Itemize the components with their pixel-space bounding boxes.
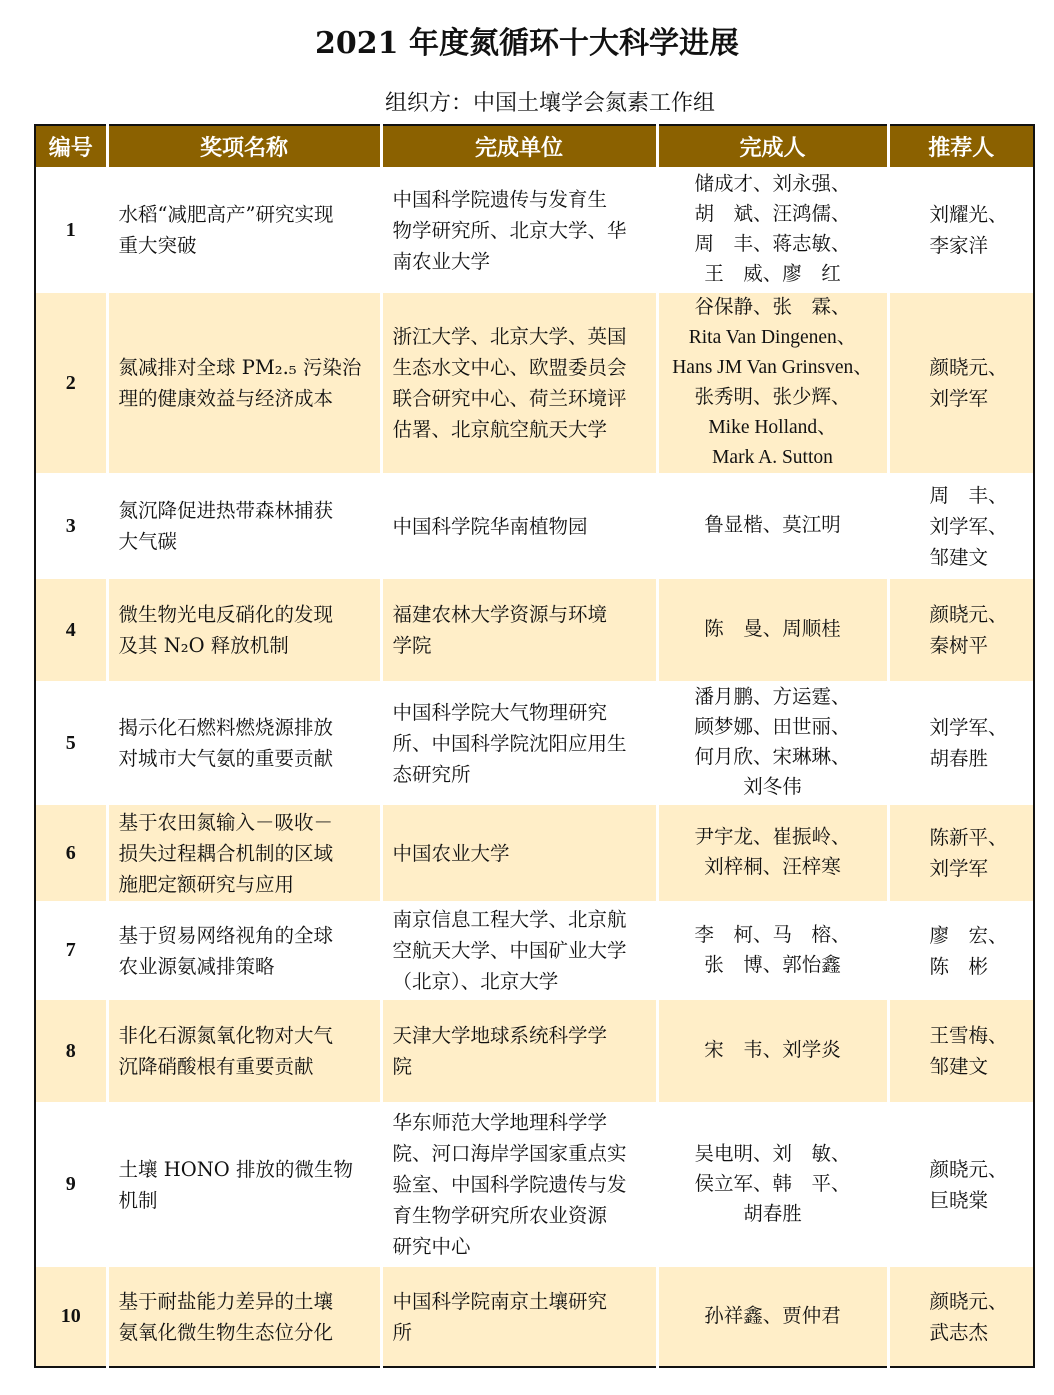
recommenders-line: 巨晓棠 [929, 1188, 989, 1212]
completion-persons [657, 901, 888, 1000]
row-number: 1 [65, 218, 76, 241]
completion-persons-line: 周 丰、蒋志敏、 [694, 234, 851, 255]
completion-persons [657, 1267, 888, 1367]
completion-persons-line: 宋 韦、刘学炎 [704, 1040, 841, 1061]
completion-unit-line: 空航天大学、中国矿业大学 [392, 939, 627, 962]
completion-unit-line: 院、河口海岸学国家重点实 [392, 1142, 627, 1165]
completion-unit [381, 167, 657, 293]
recommenders-line: 刘耀光、 [929, 203, 1008, 226]
completion-persons [657, 293, 888, 473]
completion-unit-line: 南农业大学 [392, 249, 491, 273]
completion-unit-line: 所 [392, 1320, 413, 1344]
row-number: 6 [35, 805, 107, 901]
recommenders-line: 邹建文 [929, 545, 989, 569]
award-name-line: 水稻“减肥高产”研究实现 [118, 203, 334, 226]
completion-unit-line: 估署、北京航空航天大学 [392, 418, 608, 441]
completion-unit-line: （北京）、北京大学 [392, 970, 559, 993]
completion-unit [381, 473, 657, 579]
recommenders-line: 陈新平、 [929, 826, 1008, 849]
completion-unit [381, 805, 657, 901]
completion-unit-line: 物学研究所、北京大学、华 [392, 218, 627, 242]
completion-unit-line: 华东师范大学地理科学学 [392, 1111, 608, 1134]
completion-unit-line: 态研究所 [392, 762, 471, 786]
award-name-line: 氨氧化微生物生态位分化 [118, 1320, 334, 1344]
recommenders [888, 1000, 1034, 1102]
completion-persons-line: Hans JM Van Grinsven、 [672, 357, 873, 378]
completion-unit-line: 所、中国科学院沈阳应用生 [392, 731, 627, 755]
recommenders [888, 167, 1034, 293]
completion-unit [381, 681, 657, 805]
recommenders [888, 579, 1034, 681]
completion-unit [381, 293, 657, 473]
award-name [107, 293, 381, 473]
header-recommenders: 推荐人 [888, 125, 1034, 167]
completion-unit-line: 验室、中国科学院遗传与发 [392, 1173, 627, 1196]
award-name-line: 重大突破 [118, 234, 197, 257]
completion-unit-line: 天津大学地球系统科学学 [392, 1024, 608, 1047]
award-name [107, 805, 381, 901]
recommenders [888, 1102, 1034, 1267]
completion-persons [657, 805, 888, 901]
completion-persons-line: 侯立军、韩 平、 [694, 1173, 851, 1195]
completion-persons-line: 张秀明、张少辉、 [694, 387, 851, 408]
completion-persons-line: 尹宇龙、崔振岭、 [694, 827, 851, 848]
recommenders-line: 胡春胜 [929, 747, 989, 770]
completion-persons-line: 胡春胜 [743, 1203, 802, 1225]
award-name [107, 1267, 381, 1367]
completion-persons-line: 张 博、郭怡鑫 [704, 954, 841, 976]
completion-persons-line: 顾梦娜、田世丽、 [694, 717, 851, 738]
completion-persons [657, 681, 888, 805]
recommenders-line: 周 丰、 [929, 483, 1008, 507]
completion-unit [381, 901, 657, 1000]
award-name-line: 基于农田氮输入－吸收－ [118, 810, 334, 834]
completion-persons-line: 李 柯、马 榕、 [694, 924, 851, 946]
completion-unit-line: 南京信息工程大学、北京航 [392, 908, 627, 931]
completion-unit [381, 1102, 657, 1267]
completion-unit [381, 1000, 657, 1102]
completion-persons [657, 579, 888, 681]
award-name-line: 施肥定额研究与应用 [118, 872, 295, 896]
completion-persons-line: 王 威、廖 红 [704, 264, 841, 285]
award-name-line: 农业源氨减排策略 [118, 954, 275, 978]
table-row [35, 1000, 1034, 1102]
award-name [107, 681, 381, 805]
completion-persons [657, 1102, 888, 1267]
table-row [35, 579, 1034, 681]
award-name-line: 及其 N₂O 释放机制 [118, 634, 289, 657]
award-name-line: 氮减排对全球 PM₂.₅ 污染治 [118, 356, 362, 379]
completion-persons-line: 储成才、刘永强、 [694, 174, 851, 195]
table-row [35, 901, 1034, 1000]
award-name-line: 基于耐盐能力差异的土壤 [118, 1289, 334, 1313]
header-persons: 完成人 [657, 125, 888, 167]
completion-persons-line: 吴电明、刘 敏、 [694, 1143, 851, 1165]
recommenders-line: 颜晓元、 [929, 1289, 1008, 1313]
table-row [35, 167, 1034, 293]
completion-persons [657, 1000, 888, 1102]
award-name-line: 损失过程耦合机制的区域 [118, 841, 334, 865]
recommenders-line: 李家洋 [929, 234, 989, 257]
completion-unit-line: 院 [392, 1055, 413, 1078]
recommenders-line: 王雪梅、 [929, 1024, 1008, 1047]
completion-persons-line: 陈 曼、周顺桂 [704, 619, 841, 640]
recommenders-line: 颜晓元、 [929, 356, 1008, 379]
row-number: 4 [35, 579, 107, 681]
header-no: 编号 [35, 125, 107, 167]
award-name-line: 机制 [118, 1188, 158, 1212]
completion-unit-line: 育生物学研究所农业资源 [392, 1204, 608, 1227]
row-number: 5 [65, 731, 76, 754]
row-number: 9 [65, 1173, 76, 1195]
completion-unit-line: 福建农林大学资源与环境 [392, 603, 608, 626]
completion-unit-line: 中国科学院华南植物园 [392, 514, 588, 538]
recommenders [888, 805, 1034, 901]
completion-persons-line: 胡 斌、汪鸿儒、 [694, 204, 851, 225]
completion-persons-line: Rita Van Dingenen、 [688, 327, 857, 348]
table-row [35, 805, 1034, 901]
table-row [35, 1267, 1034, 1367]
row-number: 8 [35, 1000, 107, 1102]
recommenders-line: 武志杰 [929, 1320, 989, 1344]
row-number: 2 [35, 293, 107, 473]
award-name-line: 氮沉降促进热带森林捕获 [118, 499, 334, 522]
recommenders-line: 刘学军、 [929, 514, 1008, 538]
award-name [107, 1102, 381, 1267]
completion-unit-line: 学院 [392, 634, 432, 657]
completion-persons-line: 何月欣、宋琳琳、 [694, 747, 851, 768]
completion-unit-line: 中国农业大学 [392, 841, 510, 865]
completion-persons-line: 刘梓桐、汪梓寒 [704, 857, 841, 878]
award-name [107, 1000, 381, 1102]
award-name-line: 揭示化石燃料燃烧源排放 [118, 716, 334, 739]
award-name-line: 非化石源氮氧化物对大气 [118, 1024, 334, 1047]
recommenders [888, 293, 1034, 473]
completion-persons-line: 孙祥鑫、贾仲君 [704, 1305, 841, 1327]
recommenders-line: 廖 宏、 [929, 923, 1008, 947]
completion-persons-line: 刘冬伟 [743, 777, 802, 798]
recommenders [888, 473, 1034, 579]
table-row [35, 681, 1034, 805]
completion-unit [381, 1267, 657, 1367]
completion-persons-line: Mark A. Sutton [712, 447, 833, 468]
award-name [107, 167, 381, 293]
header-award-name: 奖项名称 [107, 125, 381, 167]
completion-unit-line: 研究中心 [392, 1235, 471, 1258]
completion-unit-line: 中国科学院南京土壤研究 [392, 1289, 608, 1313]
recommenders-line: 刘学军 [929, 387, 989, 410]
recommenders-line: 刘学军 [929, 857, 989, 880]
recommenders [888, 1267, 1034, 1367]
award-name-line: 沉降硝酸根有重要贡献 [118, 1055, 314, 1078]
table-row [35, 1102, 1034, 1267]
recommenders-line: 陈 彬 [929, 954, 989, 978]
recommenders-line: 刘学军、 [929, 716, 1008, 739]
table-header [35, 125, 1034, 167]
completion-unit-line: 生态水文中心、欧盟委员会 [392, 356, 627, 379]
recommenders-line: 邹建文 [929, 1055, 989, 1078]
completion-unit [381, 579, 657, 681]
award-name-line: 大气碳 [118, 530, 178, 553]
organizer: 组织方：中国土壤学会氮素工作组 [384, 91, 715, 116]
recommenders-line: 颜晓元、 [929, 603, 1008, 626]
award-name-line: 理的健康效益与经济成本 [118, 387, 334, 410]
award-name-line: 基于贸易网络视角的全球 [118, 923, 334, 947]
completion-unit-line: 浙江大学、北京大学、英国 [392, 325, 627, 348]
table-row [35, 473, 1034, 579]
completion-unit-line: 联合研究中心、荷兰环境评 [392, 387, 627, 410]
completion-persons-line: 鲁显楷、莫江明 [704, 515, 841, 536]
award-name-line: 对城市大气氨的重要贡献 [118, 747, 334, 770]
completion-persons-line: 潘月鹏、方运霆、 [694, 687, 851, 708]
completion-persons-line: Mike Holland、 [708, 417, 837, 438]
completion-persons-line: 谷保静、张 霖、 [694, 297, 851, 318]
award-name-line: 土壤 HONO 排放的微生物 [118, 1157, 353, 1181]
completion-persons [657, 473, 888, 579]
header-unit: 完成单位 [381, 125, 657, 167]
completion-unit-line: 中国科学院遗传与发育生 [392, 187, 608, 211]
award-name [107, 579, 381, 681]
award-name [107, 901, 381, 1000]
award-name-line: 微生物光电反硝化的发现 [118, 603, 334, 626]
recommenders [888, 901, 1034, 1000]
completion-unit-line: 中国科学院大气物理研究 [392, 700, 608, 724]
award-name [107, 473, 381, 579]
row-number: 7 [65, 939, 76, 961]
table-row [35, 293, 1034, 473]
awards-table [34, 124, 1035, 1368]
recommenders-line: 秦树平 [929, 634, 989, 657]
completion-persons [657, 167, 888, 293]
row-number: 10 [35, 1267, 107, 1367]
recommenders [888, 681, 1034, 805]
recommenders-line: 颜晓元、 [929, 1157, 1008, 1181]
document-title: 2021 年度氮循环十大科学进展 [315, 26, 739, 61]
row-number: 3 [65, 514, 76, 537]
